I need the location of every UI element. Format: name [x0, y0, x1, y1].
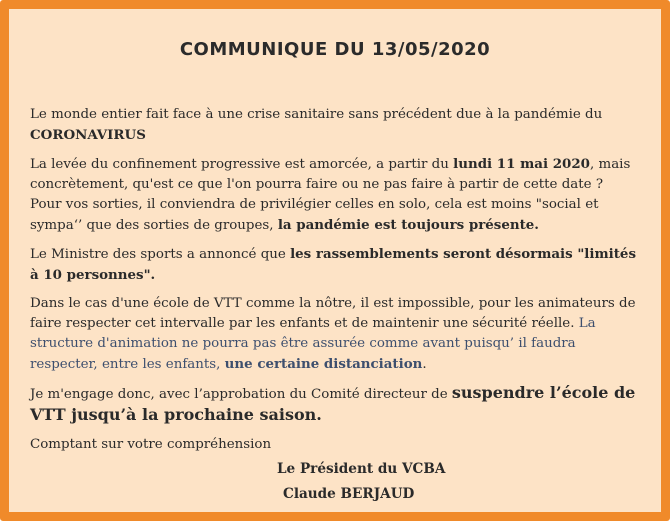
engagement-text: Je m'engage donc, avec l’approbation du Comité directeur de: [30, 387, 452, 402]
paragraph-ministre: [30, 244, 643, 286]
communique-body: [30, 105, 643, 463]
page-title: COMMUNIQUE DU 13/05/2020: [179, 39, 491, 60]
deconf-text-1: La levée du confinement progressive est amorcée, a partir du: [30, 157, 454, 172]
paragraph-intro: [30, 105, 643, 146]
engagement-end: .: [316, 405, 322, 424]
paragraph-deconfinement: [30, 154, 643, 236]
deconf-text-3: Pour vos sorties, il conviendra de privilégier celles en solo, cela est moins "social et sympa‘’ que des sorties de groupes,: [30, 197, 599, 233]
signature-role: Le Président du VCBA: [277, 461, 446, 477]
ministre-text: Le Ministre des sports a annoncé que: [30, 247, 291, 262]
intro-text: Le monde entier fait face à une crise sanitaire sans précédent due à la pandémie du: [30, 107, 603, 122]
paragraph-closing: Comptant sur votre compréhension: [30, 437, 272, 452]
deconf-date: lundi 11 mai 2020: [453, 156, 590, 172]
deconf-bold-2: la pandémie est toujours présente.: [277, 217, 539, 233]
communique-panel: [15, 15, 655, 506]
paragraph-ecole: [30, 294, 643, 375]
ecole-text: Dans le cas d'une école de VTT comme la nôtre, il est impossible, pour les animateurs de faire respecter cet intervalle par les enfants et de maintenir une sécurité réelle.: [30, 296, 636, 331]
engagement-big: suspendre l’école de VTT jusqu’à la prochaine saison: [30, 383, 636, 424]
ecole-end: .: [422, 357, 427, 372]
ministre-bold: les rassemblements seront désormais "limités à 10 personnes".: [30, 246, 636, 283]
paragraph-engagement: [30, 383, 643, 427]
ecole-blue-bold: une certaine distanciation: [224, 356, 423, 372]
intro-bold: CORONAVIRUS: [30, 127, 146, 143]
deconf-text-2: , mais concrètement, qu'est ce que l'on pourra faire ou ne pas faire à partir de cette date ?: [30, 157, 631, 192]
signature-name: Claude BERJAUD: [283, 486, 415, 502]
ecole-blue-text: La structure d'animation ne pourra pas être assurée comme avant puisqu’ il faudra respecter, entre les enfants,: [30, 316, 596, 372]
